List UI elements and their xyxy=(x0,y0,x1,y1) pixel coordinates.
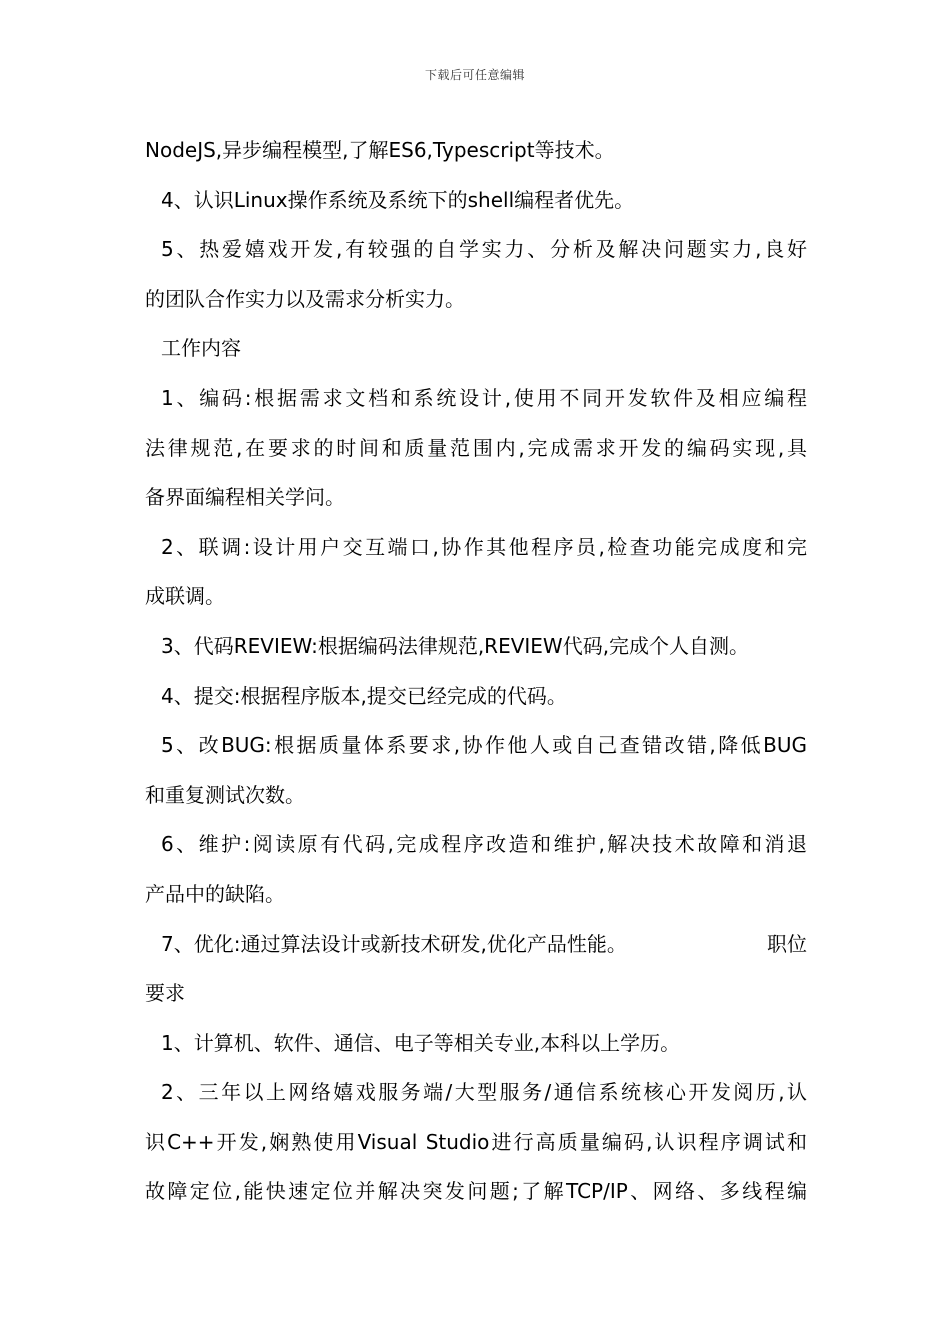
section-heading-work: 工作内容 xyxy=(161,336,241,361)
section-heading-requirements: 职位 xyxy=(767,931,807,956)
text-line-11: 3、代码REVIEW:根据编码法律规范,REVIEW代码,完成个人自测。 xyxy=(161,633,750,658)
text-line-4: 的团队合作实力以及需求分析实力。 xyxy=(145,286,465,311)
text-line-15: 6、维护:阅读原有代码,完成程序改造和维护,解决技术故障和消退 xyxy=(161,832,807,857)
page-header: 下载后可任意编辑 xyxy=(424,68,525,82)
text-line-7: 法律规范,在要求的时间和质量范围内,完成需求开发的编码实现,具 xyxy=(145,435,807,460)
text-line-17-main: 7、优化:通过算法设计或新技术研发,优化产品性能。 xyxy=(161,931,627,956)
text-line-19: 1、计算机、软件、通信、电子等相关专业,本科以上学历。 xyxy=(161,1030,681,1055)
text-line-9: 2、联调:设计用户交互端口,协作其他程序员,检查功能完成度和完 xyxy=(161,534,807,559)
text-line-17 xyxy=(145,920,807,970)
text-line-22: 故障定位,能快速定位并解决突发问题;了解TCP/IP、网络、多线程编 xyxy=(145,1179,807,1204)
text-line-13: 5、改BUG:根据质量体系要求,协作他人或自己查错改错,降低BUG xyxy=(161,733,807,758)
text-line-16: 产品中的缺陷。 xyxy=(145,881,285,906)
text-line-3: 5、热爱嬉戏开发,有较强的自学实力、分析及解决问题实力,良好 xyxy=(161,237,807,262)
text-line-1: NodeJS,异步编程模型,了解ES6,Typescript等技术。 xyxy=(145,138,615,162)
text-line-12: 4、提交:根据程序版本,提交已经完成的代码。 xyxy=(161,683,567,708)
text-line-8: 备界面编程相关学问。 xyxy=(145,485,345,510)
text-line-18: 要求 xyxy=(145,981,185,1006)
text-line-21: 识C++开发,娴熟使用Visual Studio进行高质量编码,认识程序调试和 xyxy=(145,1129,807,1154)
text-line-10: 成联调。 xyxy=(145,584,225,609)
text-line-2: 4、认识Linux操作系统及系统下的shell编程者优先。 xyxy=(161,187,635,212)
text-line-6: 1、编码:根据需求文档和系统设计,使用不同开发软件及相应编程 xyxy=(161,385,807,410)
text-line-20: 2、三年以上网络嬉戏服务端/大型服务/通信系统核心开发阅历,认 xyxy=(161,1080,807,1105)
text-line-14: 和重复测试次数。 xyxy=(145,782,305,807)
document-body xyxy=(145,126,807,1217)
